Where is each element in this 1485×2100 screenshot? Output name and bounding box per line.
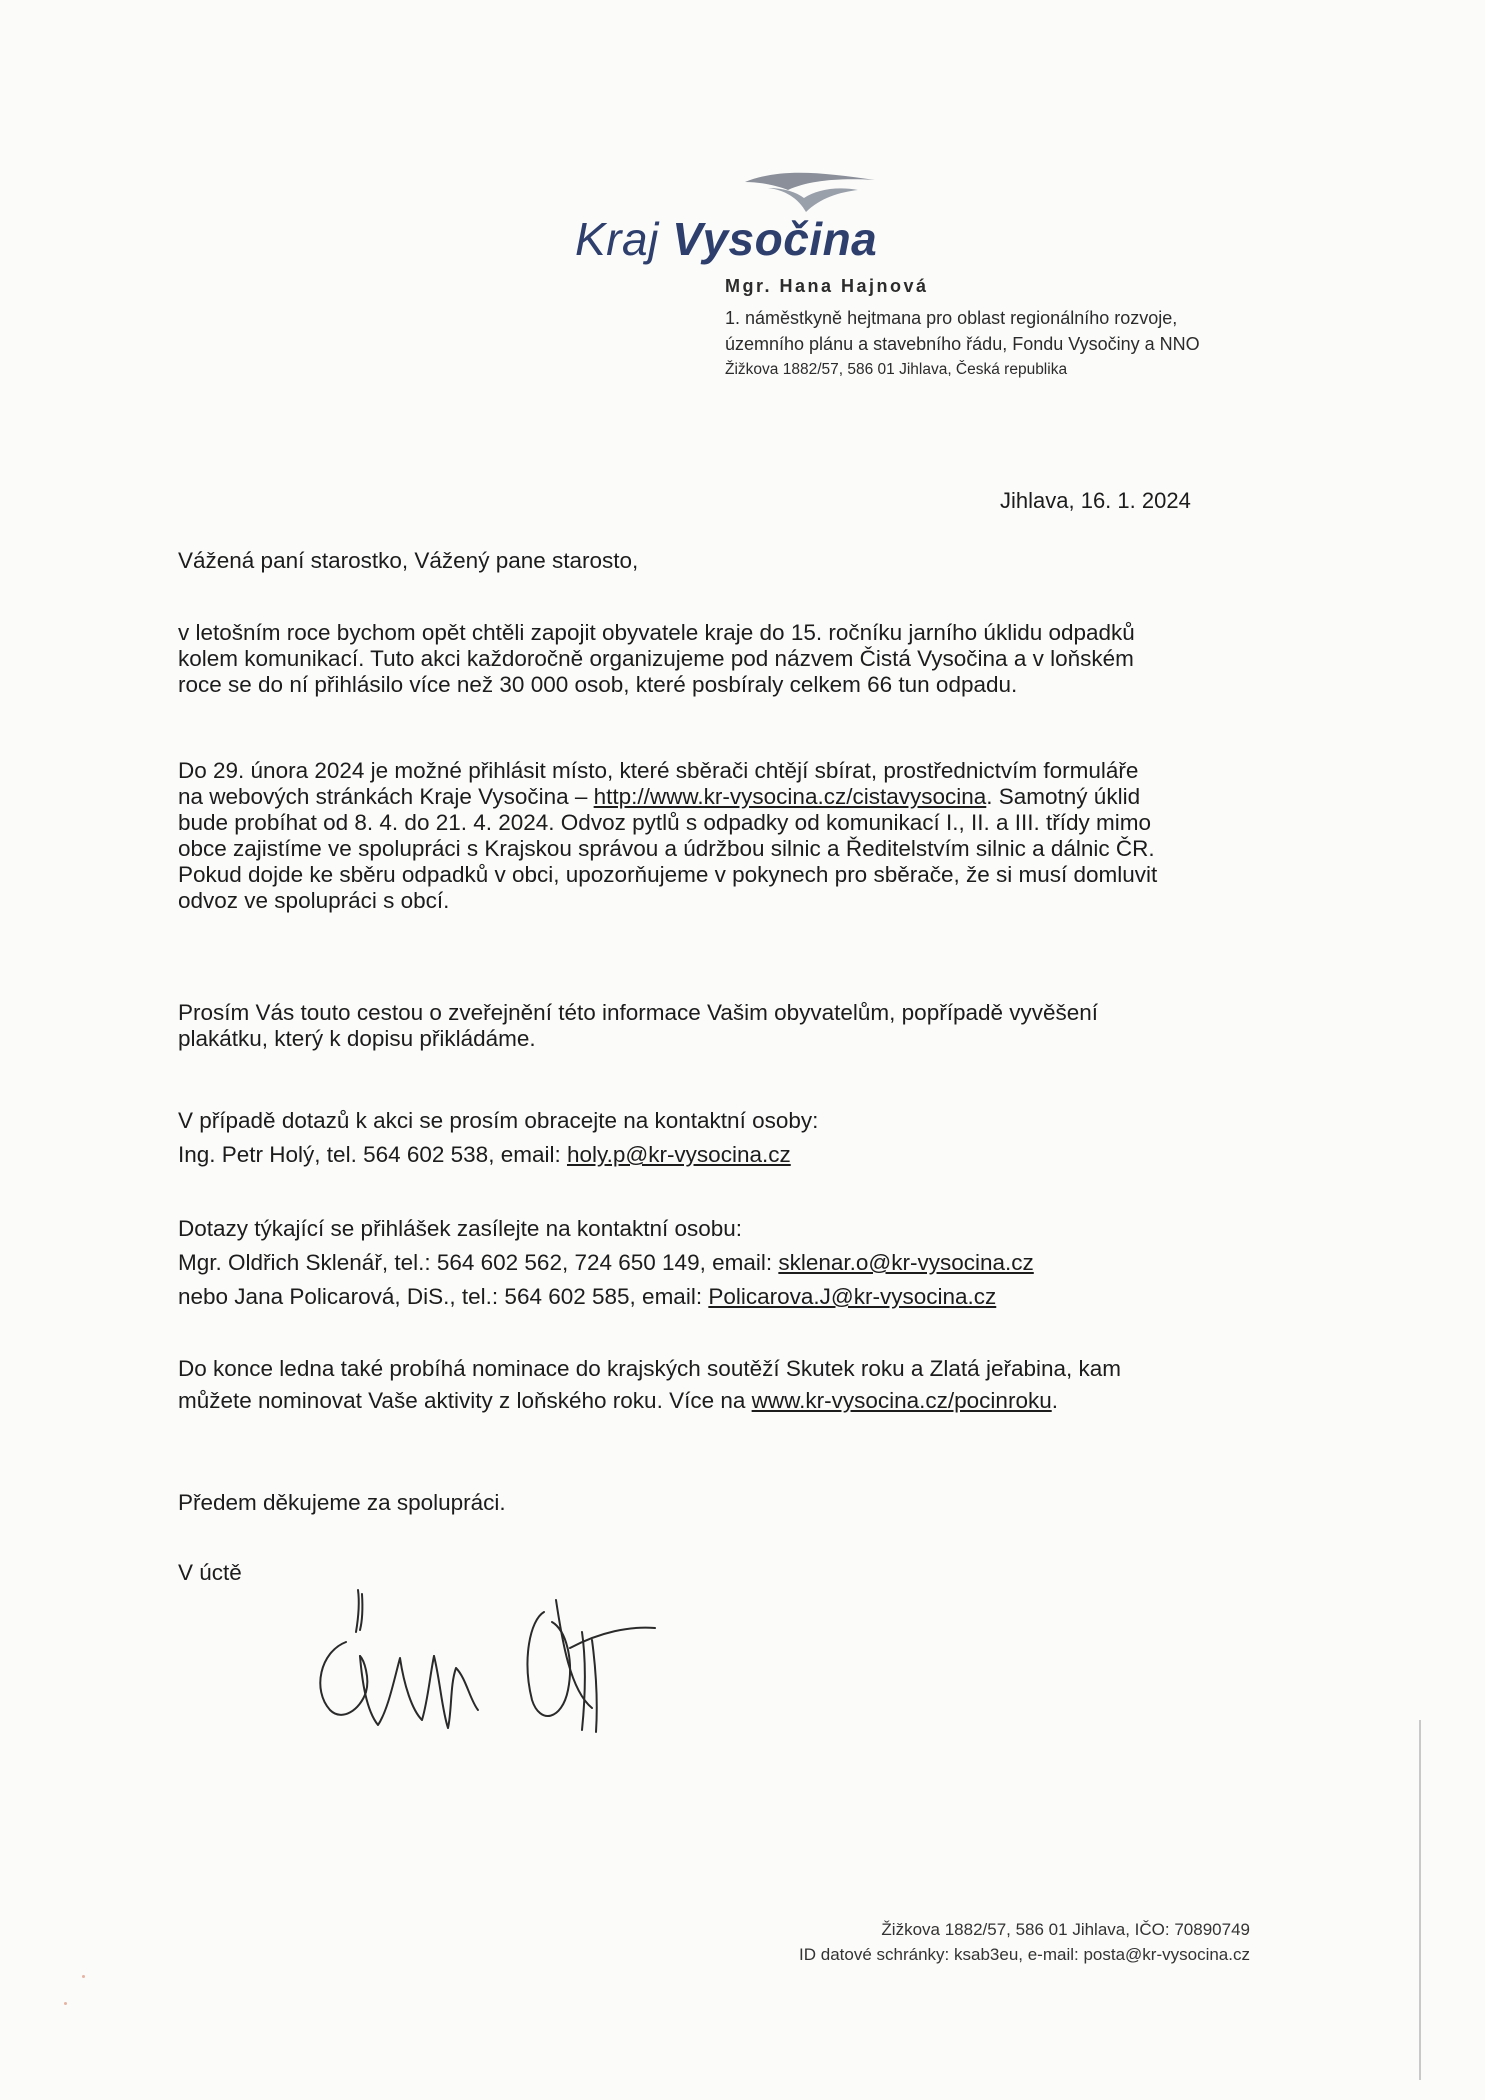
paragraph-5-line (178, 1246, 1258, 1280)
paragraph-3-line: Prosím Vás touto cestou o zveřejnění této informace Vašim obyvatelům, popřípadě vyvěšení (178, 1000, 1099, 1025)
paragraph-5 (178, 1212, 1258, 1314)
paragraph-2-line: Do 29. února 2024 je možné přihlásit místo, které sběrači chtějí sbírat, prostřednictvím formuláře (178, 758, 1139, 783)
scan-speck (64, 2002, 67, 2005)
kraj-vysocina-logo (575, 212, 877, 266)
holy-email-link[interactable]: holy.p@kr-vysocina.cz (566, 1142, 791, 1167)
logo-word-kraj: Kraj (575, 213, 659, 265)
policarova-email-link[interactable]: Policarova.J@kr-vysocina.cz (708, 1284, 997, 1309)
paragraph-3 (178, 1000, 1258, 1052)
cista-vysocina-link[interactable]: http://www.kr-vysocina.cz/cistavysocina (593, 784, 987, 809)
paragraph-6 (178, 1353, 1258, 1417)
paragraph-5-text: nebo Jana Policarová, DiS., tel.: 564 602 585, email: (178, 1284, 709, 1309)
paragraph-5-line: Dotazy týkající se přihlášek zasílejte na kontaktní osobu: (178, 1216, 743, 1241)
paragraph-4 (178, 1104, 1258, 1172)
paragraph-5-line (178, 1280, 1258, 1314)
paragraph-6-line: Do konce ledna také probíhá nominace do krajských soutěží Skutek roku a Zlatá jeřabina, kam (178, 1356, 1122, 1381)
paragraph-2-line: Pokud dojde ke sběru odpadků v obci, upozorňujeme v pokynech pro sběrače, že si musí domluvit (178, 862, 1158, 887)
paragraph-1-line: kolem komunikací. Tuto akci každoročně organizujeme pod názvem Čistá Vysočina a v loňském (178, 646, 1134, 671)
closing-line: V úctě (178, 1560, 242, 1585)
sender-title-line-2: územního plánu a stavebního řádu, Fondu Vysočiny a NNO (725, 334, 1200, 354)
footer-address: Žižkova 1882/57, 586 01 Jihlava, IČO: 70890749 (881, 1920, 1250, 1939)
handwritten-signature (300, 1560, 660, 1740)
logo-word-vysocina: Vysočina (672, 213, 878, 265)
footer (640, 1917, 1250, 1967)
paragraph-4-line: V případě dotazů k akci se prosím obracejte na kontaktní osoby: (178, 1108, 819, 1133)
paragraph-3-line: plakátku, který k dopisu přikládáme. (178, 1026, 536, 1051)
paragraph-4-text: Ing. Petr Holý, tel. 564 602 538, email: (178, 1142, 567, 1167)
paragraph-2-line: bude probíhat od 8. 4. do 21. 4. 2024. Odvoz pytlů s odpadky od komunikací I., II. a III. třídy mimo (178, 810, 1152, 835)
paragraph-6-text: . (1051, 1388, 1058, 1413)
paragraph-5-text: Mgr. Oldřich Sklenář, tel.: 564 602 562, 724 650 149, email: (178, 1250, 779, 1275)
pocinroku-link[interactable]: www.kr-vysocina.cz/pocinroku (751, 1388, 1052, 1413)
paragraph-2-line: obce zajistíme ve spolupráci s Krajskou správou a údržbou silnic a Ředitelstvím silnic a dálnic ČR. (178, 836, 1155, 861)
paragraph-1 (178, 620, 1258, 698)
footer-contact: ID datové schránky: ksab3eu, e-mail: posta@kr-vysocina.cz (799, 1945, 1250, 1964)
sender-block (725, 276, 1285, 379)
paragraph-2-line: odvoz ve spolupráci s obcí. (178, 888, 450, 913)
sender-name: Mgr. Hana Hajnová (725, 276, 929, 296)
paragraph-2-line (178, 784, 1258, 810)
sklenar-email-link[interactable]: sklenar.o@kr-vysocina.cz (778, 1250, 1034, 1275)
salutation: Vážená paní starostko, Vážený pane starosto, (178, 548, 639, 573)
thanks-line: Předem děkujeme za spolupráci. (178, 1490, 506, 1515)
letter-date: Jihlava, 16. 1. 2024 (1000, 488, 1191, 513)
paragraph-1-line: v letošním roce bychom opět chtěli zapojit obyvatele kraje do 15. ročníku jarního úklidu odpadků (178, 620, 1135, 645)
paragraph-2 (178, 758, 1258, 914)
paragraph-1-line: roce se do ní přihlásilo více než 30 000 osob, které posbíraly celkem 66 tun odpadu. (178, 672, 1018, 697)
scan-speck (82, 1975, 85, 1978)
paragraph-6-text: můžete nominovat Vaše aktivity z loňského roku. Více na (178, 1388, 752, 1413)
paragraph-4-line (178, 1138, 1258, 1172)
paragraph-2-text: na webových stránkách Kraje Vysočina – (178, 784, 594, 809)
paragraph-2-text: . Samotný úklid (986, 784, 1141, 809)
sender-title-line-1: 1. náměstkyně hejtmana pro oblast regionálního rozvoje, (725, 308, 1178, 328)
scan-page-edge (1419, 1720, 1421, 2080)
sender-address: Žižkova 1882/57, 586 01 Jihlava, Česká republika (725, 361, 1068, 378)
paragraph-6-line (178, 1385, 1258, 1417)
